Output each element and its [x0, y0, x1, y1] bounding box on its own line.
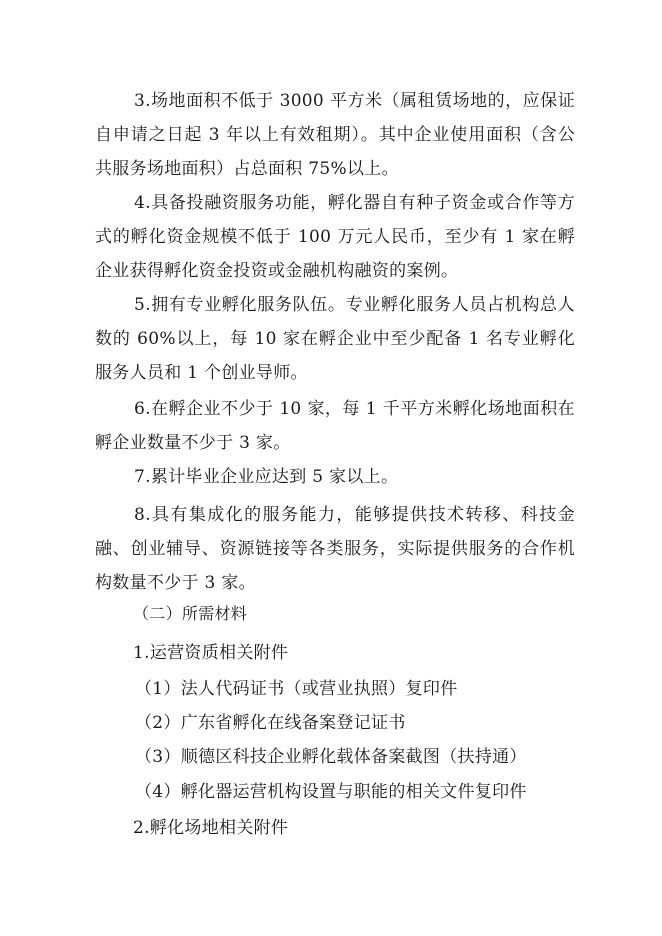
- subheading-operation-qualification: 1.运营资质相关附件: [133, 643, 289, 663]
- requirement-4: 4.具备投融资服务功能，孵化器自有种子资金或合作等方式的孵化资金规模不低于 100 万元人民币，至少有 1 家在孵企业获得孵化资金投资或金融机构融资的案例。: [95, 193, 575, 281]
- requirement-8: 8.具有集成化的服务能力，能够提供技术转移、科技金融、创业辅导、资源链接等各类服务，实际提供服务的合作机构数量不少于 3 家。: [95, 505, 575, 593]
- material-item-3: （3）顺德区科技企业孵化载体备案截图（扶持通）: [135, 747, 527, 767]
- requirement-5: 5.拥有专业孵化服务队伍。专业孵化服务人员占机构总人数的 60%以上，每 10 家在孵企业中至少配备 1 名专业孵化服务人员和 1 个创业导师。: [95, 295, 575, 383]
- section-heading: （二）所需材料: [133, 604, 248, 623]
- requirement-3: 3.场地面积不低于 3000 平方米（属租赁场地的，应保证自申请之日起 3 年以上有效租期）。其中企业使用面积（含公共服务场地面积）占总面积 75%以上。: [95, 91, 575, 179]
- requirement-7: 7.累计毕业企业应达到 5 家以上。: [134, 467, 399, 487]
- material-item-1: （1）法人代码证书（或营业执照）复印件: [135, 679, 458, 699]
- requirement-6: 6.在孵企业不少于 10 家，每 1 千平方米孵化场地面积在孵企业数量不少于 3 家。: [95, 399, 575, 453]
- material-item-4: （4）孵化器运营机构设置与职能的相关文件复印件: [135, 782, 527, 802]
- material-item-2: （2）广东省孵化在线备案登记证书: [135, 713, 406, 733]
- subheading-incubation-site: 2.孵化场地相关附件: [133, 818, 289, 838]
